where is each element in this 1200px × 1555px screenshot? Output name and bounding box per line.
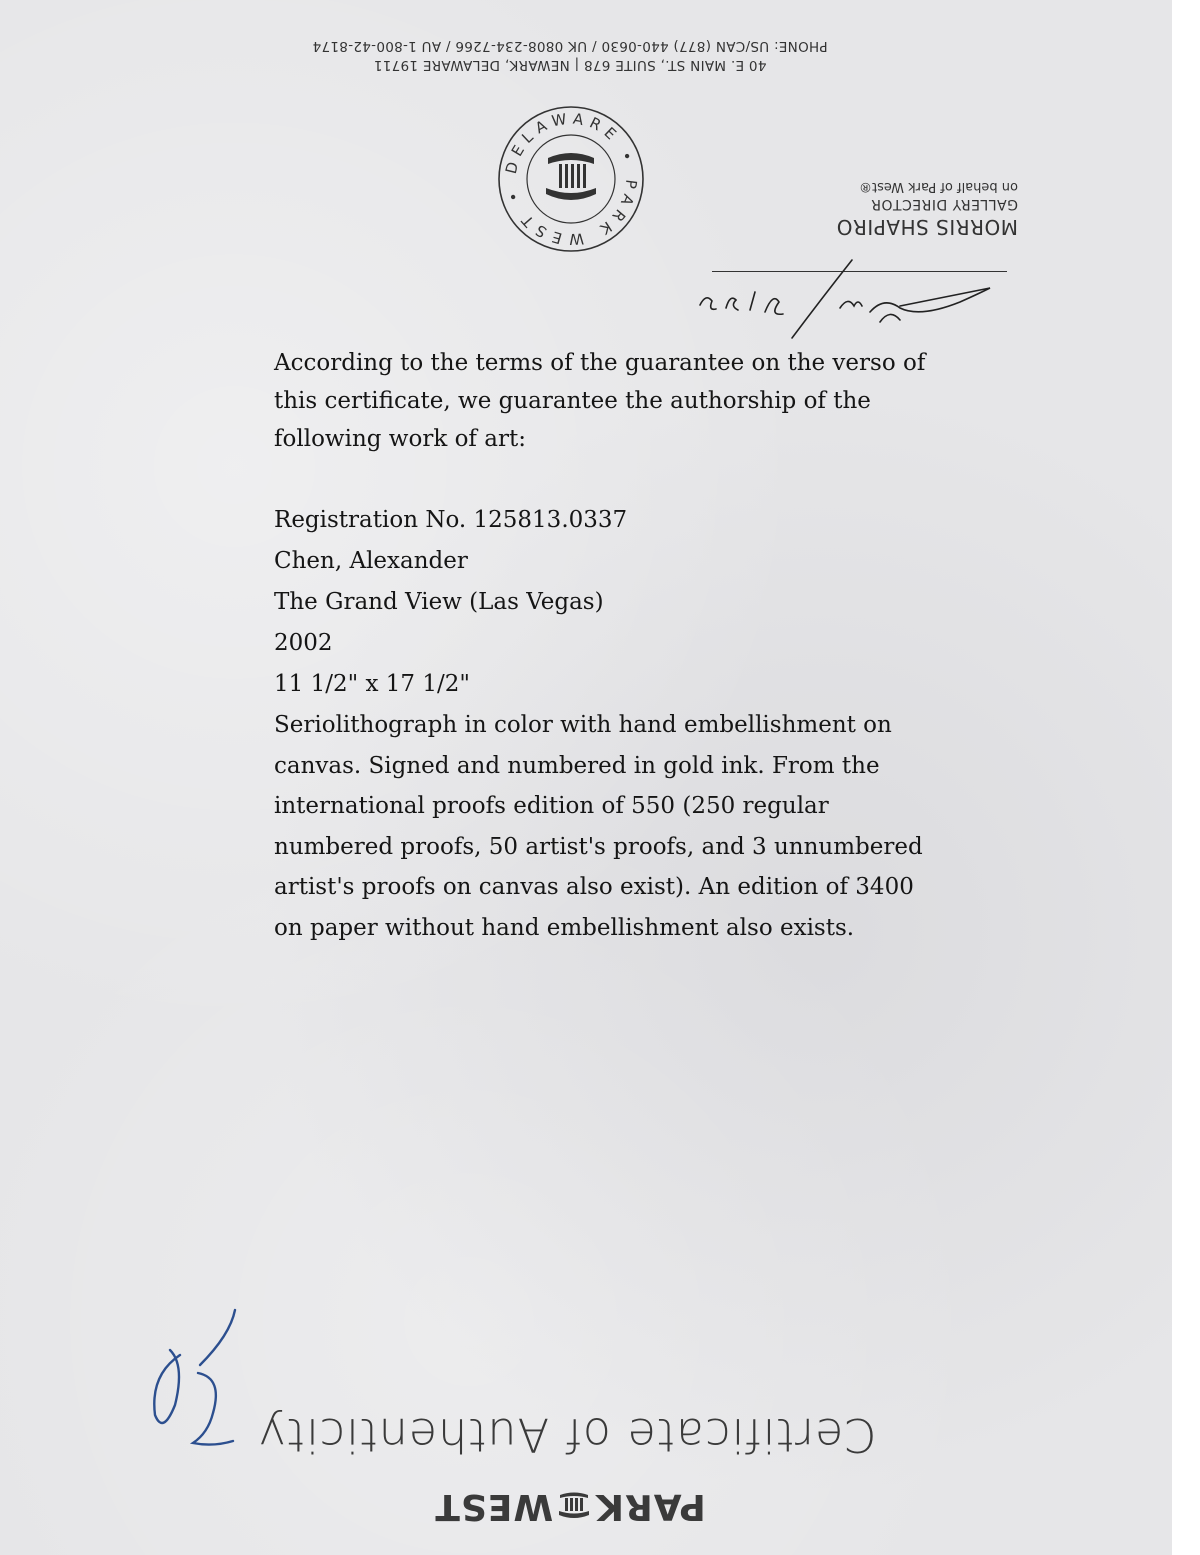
director-behalf: on behalf of Park West® [859,179,1018,194]
seal-text: PARK WEST • DELAWARE • [501,109,641,249]
column-logo-icon [546,153,596,200]
artwork-size: 11 1/2" x 17 1/2" [274,671,470,697]
intro-line: following work of art: [274,426,526,452]
intro-line: According to the terms of the guarantee on the verso of [274,350,926,376]
artwork-description [274,705,954,948]
guarantee-paragraph [274,344,954,458]
artwork-year: 2002 [274,630,333,656]
director-block [828,178,1018,241]
park-west-logo [420,1486,720,1527]
phone-line: PHONE: US/CAN (877) 440-0630 / UK 0808-234-7266 / AU 1-800-42-8174 [312,38,828,54]
description-line: artist's proofs on canvas also exist). An edition of 3400 [274,874,914,900]
gallery-address-block [300,36,840,74]
certificate-title: Certificate of Authenticity [257,1408,877,1462]
logo-word-west: WEST [434,1486,554,1527]
logo-word-park: PARK [595,1486,706,1527]
description-line: Seriolithograph in color with hand embellishment on [274,712,892,738]
description-line: on paper without hand embellishment also exists. [274,914,855,941]
description-line: canvas. Signed and numbered in gold ink. From the [274,752,880,779]
description-line: numbered proofs, 50 artist's proofs, and 3 unnumbered [274,833,923,860]
column-logo-icon [557,1491,591,1519]
park-west-seal [496,104,646,254]
address-line: 40 E. MAIN ST., SUITE 678 | NEWARK, DELAWARE 19711 [373,57,767,73]
certificate-body [274,344,954,948]
director-name: MORRIS SHAPIRO [836,215,1018,239]
artist-name: Chen, Alexander [274,548,468,574]
registration-number: Registration No. 125813.0337 [274,507,628,533]
intro-line: this certificate, we guarantee the authorship of the [274,388,871,414]
artwork-title: The Grand View (Las Vegas) [274,589,604,615]
description-line: international proofs edition of 550 (250 regular [274,793,829,819]
artwork-details [274,500,954,948]
director-title: GALLERY DIRECTOR [870,196,1018,212]
